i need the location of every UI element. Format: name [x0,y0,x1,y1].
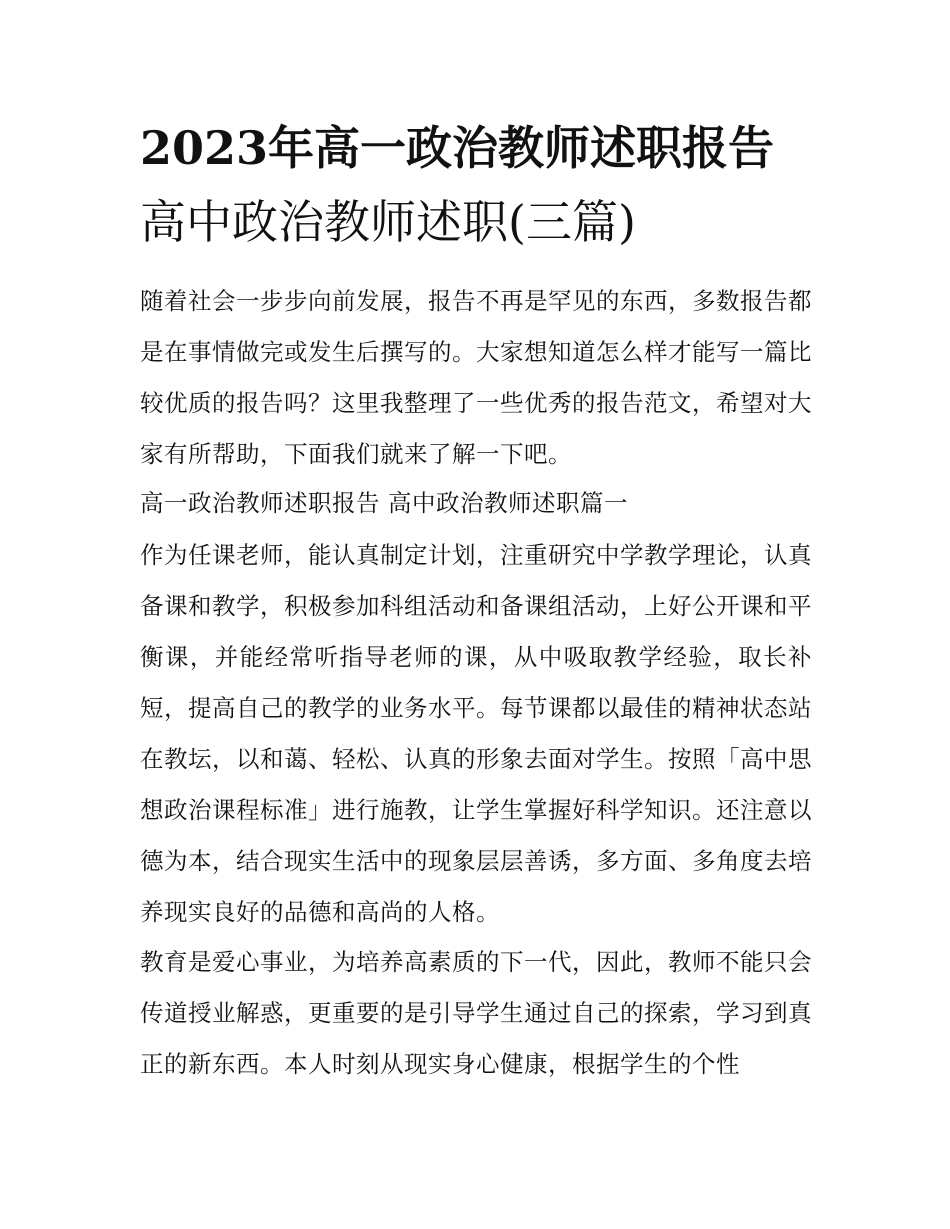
document-subtitle: 高中政治教师述职(三篇) [140,195,636,249]
body-paragraph: 教育是爱心事业，为培养高素质的下一代，因此，教师不能只会传道授业解惑，更重要的是引导学生通过自己的探索，学习到真正的新东西。本人时刻从现实身心健康，根据学生的个性 [140,948,812,1078]
document-title: 2023年高一政治教师述职报告 [140,121,775,175]
body-paragraph: 作为任课老师，能认真制定计划，注重研究中学教学理论，认真备课和教学，积极参加科组活动和备课组活动，上好公开课和平衡课，并能经常听指导老师的课，从中吸取教学经验，取长补短，提高自己的教学的业务水平。每节课都以最佳的精神状态站在教坛，以和蔼、轻松、认真的形象去面对学生。按照「高中思想政治课程标准」进行施教，让学生掌握好科学知识。还注意以德为本，结合现实生活中的现象层层善诱，多方面、多角度去培养现实良好的品德和高尚的人格。 [140,541,812,926]
section-heading: 高一政治教师述职报告 高中政治教师述职篇一 [140,489,628,517]
intro-paragraph: 随着社会一步步向前发展，报告不再是罕见的东西，多数报告都是在事情做完或发生后撰写的。大家想知道怎么样才能写一篇比较优质的报告吗？这里我整理了一些优秀的报告范文，希望对大家有所帮助，下面我们就来了解一下吧。 [140,287,812,468]
